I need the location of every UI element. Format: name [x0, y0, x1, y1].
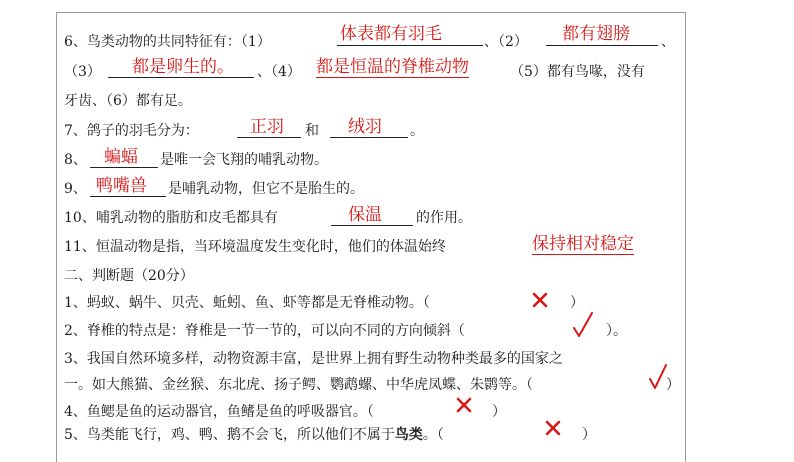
q6-text-e: 、（4） [257, 64, 301, 80]
q7-answer-2: 绒羽 [348, 117, 382, 137]
q8-text-b: 是唯一会飞翔的哺乳动物。 [160, 152, 328, 168]
q7-text-b: 和 [305, 123, 319, 139]
q6-answer-2: 都有翅膀 [562, 24, 630, 44]
j1-close: ） [570, 295, 584, 311]
q6-text-g: 牙齿、（6）都有足。 [64, 93, 192, 109]
j5-text-b: 。（ [422, 427, 444, 443]
q11-text-a: 11、恒温动物是指，当环境温度发生变化时，他们的体温始终 [64, 239, 446, 255]
q10-text-b: 的作用。 [416, 210, 472, 226]
q9-text-a: 9、 [64, 181, 87, 197]
q6-text-d: （3） [64, 64, 101, 80]
q7-text-a: 7、鸽子的羽毛分为： [64, 123, 199, 139]
q8-answer: 蝙蝠 [104, 147, 138, 167]
cross-mark-icon [532, 292, 548, 308]
j2-close: ）。 [606, 323, 627, 339]
q9-text-b: 是哺乳动物，但它不是胎生的。 [168, 181, 364, 197]
section2-title: 二、判断题（20分） [64, 268, 194, 284]
q6-text-c: 、 [661, 34, 675, 50]
j5-bold-term: 鸟类 [394, 427, 423, 443]
j4-text: 4、鱼鳃是鱼的运动器官，鱼鳍是鱼的呼吸器官。（ [64, 404, 374, 420]
j1-text: 1、蚂蚁、蜗牛、贝壳、蚯蚓、鱼、虾等都是无脊椎动物。（ [64, 295, 430, 311]
q6-answer-1: 体表都有羽毛 [340, 24, 442, 44]
q7-text-c: 。 [410, 123, 424, 139]
check-mark-icon [648, 364, 668, 390]
cross-mark-icon [456, 397, 472, 413]
q10-text-a: 10、哺乳动物的脂肪和皮毛都具有 [64, 210, 278, 226]
j3-text-b: 一。如大熊猫、金丝猴、东北虎、扬子鳄、鹦鹉螺、中华虎凤蝶、朱鹮等。（ [64, 377, 533, 393]
q8-text-a: 8、 [64, 152, 87, 168]
q7-answer-1: 正羽 [250, 117, 284, 137]
q6-text-b: 、（2） [484, 34, 528, 50]
j4-close: ） [492, 404, 506, 420]
q6-text-a: 6、鸟类动物的共同特征有：（1） [64, 34, 271, 50]
q6-answer-3: 都是卵生的。 [132, 57, 234, 77]
q10-answer: 保温 [348, 205, 382, 225]
j3-text-a: 3、我国自然环境多样，动物资源丰富，是世界上拥有野生动物种类最多的国家之 [64, 351, 563, 367]
j5-text-a: 5、鸟类能飞行，鸡、鸭、鹅不会飞，所以他们不属于 [64, 427, 395, 443]
cross-mark-icon [545, 420, 561, 436]
q6-answer-4: 都是恒温的脊椎动物 [316, 57, 469, 77]
j5-line [64, 426, 444, 444]
q6-text-f: （5）都有鸟喙，没有 [510, 64, 645, 80]
j5-close: ） [582, 427, 596, 443]
q11-answer: 保持相对稳定 [532, 234, 634, 254]
q9-answer: 鸭嘴兽 [96, 176, 147, 196]
j2-text: 2、脊椎的特点是：脊椎是一节一节的，可以向不同的方向倾斜（ [64, 323, 465, 339]
j3-close: ） [666, 377, 680, 393]
check-mark-icon [572, 312, 594, 338]
